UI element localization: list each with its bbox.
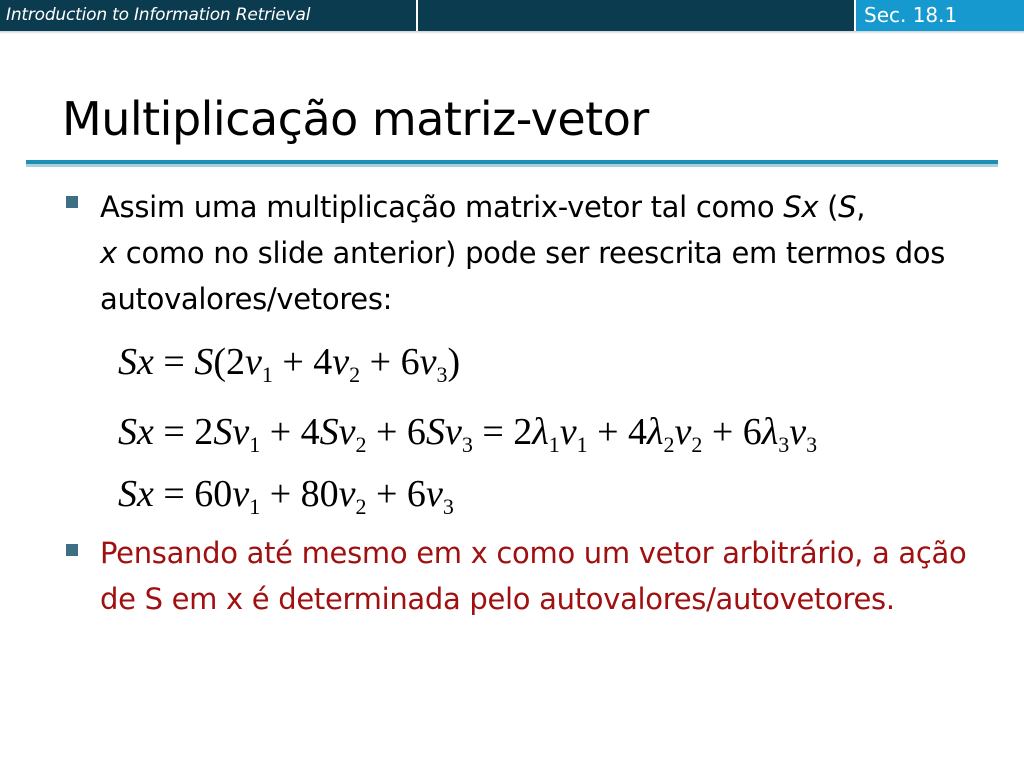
slide-title: Multiplicação matriz-vetor (62, 92, 649, 146)
header-middle-banner (418, 0, 854, 31)
bullet1-part: , (856, 190, 866, 224)
course-title: Introduction to Information Retrieval (6, 5, 311, 25)
equation-line-3: $Sx = 60v_1 + 80v_2 + 6v_3$ (118, 473, 454, 519)
section-label: Sec. 18.1 (864, 3, 958, 27)
bullet1-part: Assim uma multiplicação matrix-vetor tal como (100, 190, 784, 224)
course-title-banner (0, 0, 416, 31)
bullet-text-1 (100, 184, 990, 322)
bullet1-italic-x: x (100, 236, 117, 270)
bullet1-part: como no slide anterior) pode ser reescrita em termos dos autovalores/vetores: (100, 236, 946, 316)
bullet1-italic-sx: Sx (783, 190, 819, 224)
header-shadow (0, 31, 1024, 34)
equation-line-2: $Sx = 2Sv_1 + 4Sv_2 + 6Sv_3 = 2\lambda_1v_1 + 4\lambda_2v_2 + 6\lambda_3v_3$ (118, 411, 818, 457)
section-banner (856, 0, 1024, 31)
bullet-marker-1 (66, 196, 78, 208)
bullet1-italic-s: S (838, 190, 857, 224)
equation-line-1: $Sx = S(2v_1 + 4v_2 + 6v_3)$ (118, 341, 461, 387)
bullet-marker-2 (66, 544, 78, 556)
bullet1-part: ( (818, 190, 839, 224)
bullet-text-2: Pensando até mesmo em x como um vetor arbitrário, a ação de S em x é determinada pelo autovalores/autovetores. (100, 536, 967, 616)
title-divider-shadow (26, 164, 998, 167)
